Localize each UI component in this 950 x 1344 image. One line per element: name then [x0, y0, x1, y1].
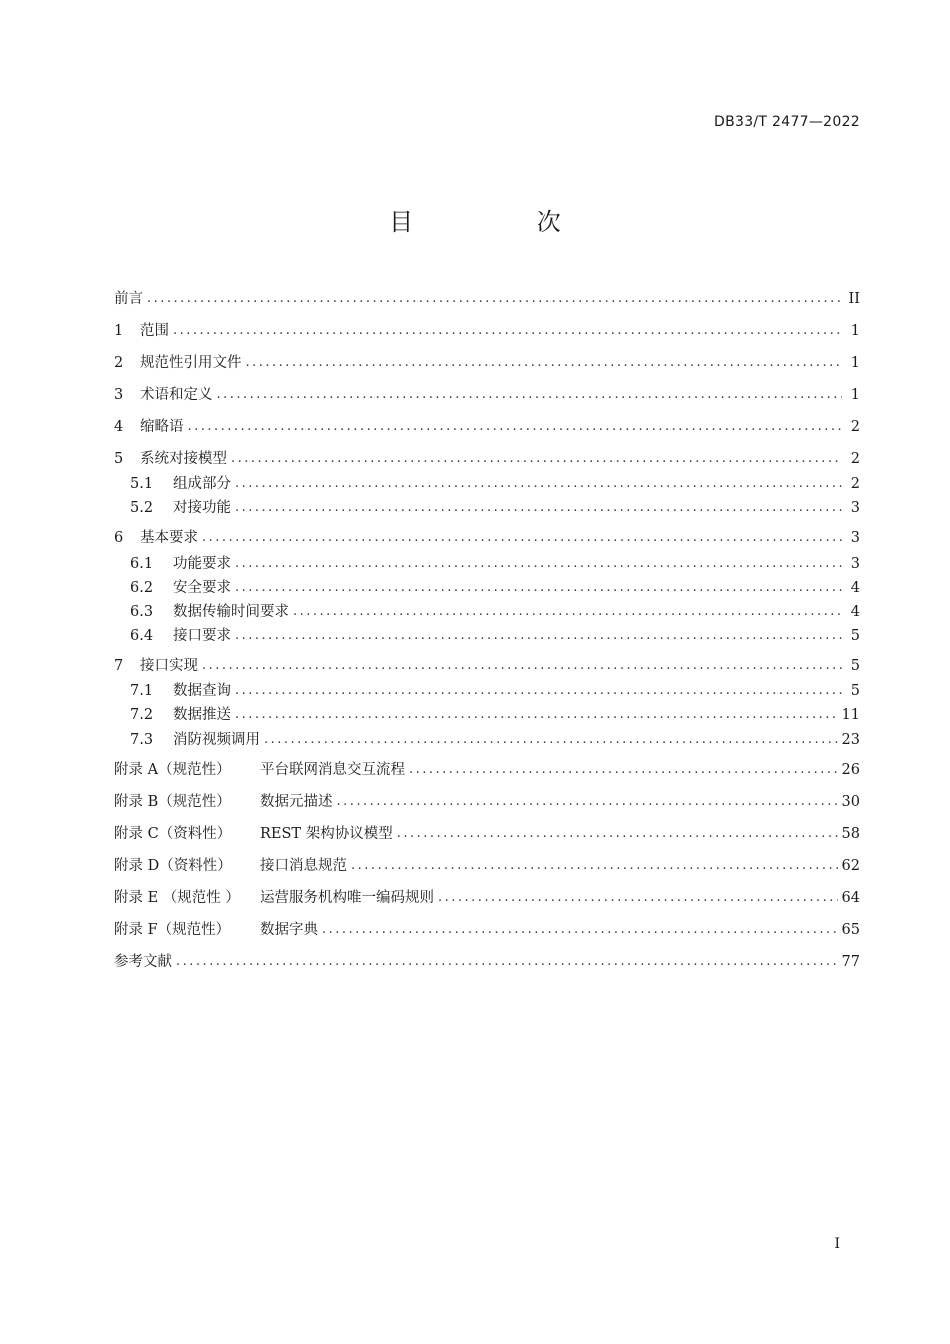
toc-leader	[217, 384, 843, 406]
toc-label: 前言	[114, 291, 143, 307]
toc-entry-5-2[interactable]	[130, 497, 860, 519]
toc-label: 范围	[140, 323, 169, 339]
toc-leader	[235, 497, 842, 519]
toc-page: 2	[850, 476, 860, 492]
toc-page: 3	[850, 500, 860, 516]
toc-label: 安全要求	[173, 580, 231, 596]
toc-number: 6.4	[130, 628, 154, 644]
toc-entry-5[interactable]	[114, 448, 860, 470]
toc-number: 3	[114, 387, 124, 403]
toc-label: 数据元描述	[260, 794, 333, 810]
toc-leader	[409, 759, 838, 781]
toc-number: 4	[114, 419, 124, 435]
toc-leader	[202, 527, 842, 549]
toc-page: 1	[850, 355, 860, 371]
toc-entry-7-2[interactable]	[130, 704, 860, 726]
toc-page: 4	[850, 580, 860, 596]
toc-page: II	[848, 291, 860, 307]
toc-label: 消防视频调用	[173, 732, 260, 748]
toc-entry-annex-d[interactable]	[114, 855, 860, 877]
toc-leader	[235, 553, 842, 575]
toc-number: 7.3	[130, 732, 154, 748]
toc-entry-7-3[interactable]	[130, 729, 860, 751]
toc-page: 62	[841, 858, 860, 874]
toc-label: 接口实现	[140, 658, 198, 674]
toc-number: 5.1	[130, 476, 154, 492]
toc-entry-2[interactable]	[114, 352, 860, 374]
toc-entry-annex-e[interactable]	[114, 887, 860, 909]
toc-page: 1	[850, 323, 860, 339]
toc-page: 4	[850, 604, 860, 620]
toc-page: 30	[841, 794, 860, 810]
toc-page: 11	[841, 707, 860, 723]
toc-leader	[322, 919, 838, 941]
toc-entry-6-1[interactable]	[130, 553, 860, 575]
toc-page: 1	[850, 387, 860, 403]
toc-leader	[147, 288, 842, 310]
toc-page: 5	[850, 628, 860, 644]
toc-entry-6-3[interactable]	[130, 601, 860, 623]
toc-page: 58	[841, 826, 860, 842]
toc-number: 6.3	[130, 604, 154, 620]
page-number: I	[834, 1236, 840, 1252]
toc-entry-references[interactable]	[114, 951, 860, 973]
toc-entry-3[interactable]	[114, 384, 860, 406]
toc-number: 7.2	[130, 707, 154, 723]
toc-number: 7.1	[130, 683, 154, 699]
toc-label: 数据推送	[173, 707, 231, 723]
toc-label: 对接功能	[173, 500, 231, 516]
toc-leader	[235, 473, 842, 495]
toc-number: 6.1	[130, 556, 154, 572]
toc-label: 数据字典	[260, 922, 318, 938]
toc-page: 23	[841, 732, 860, 748]
toc-number: 5	[114, 451, 124, 467]
toc-entry-6-2[interactable]	[130, 577, 860, 599]
toc-leader	[176, 951, 838, 973]
toc-leader	[337, 791, 838, 813]
toc-leader	[235, 704, 838, 726]
toc-number: 附录 A（规范性）	[114, 762, 231, 778]
toc-label: 接口要求	[173, 628, 231, 644]
toc-entry-7-1[interactable]	[130, 680, 860, 702]
toc-label: 接口消息规范	[260, 858, 347, 874]
toc-page: 65	[841, 922, 860, 938]
toc-entry-7[interactable]	[114, 655, 860, 677]
toc-label: 功能要求	[173, 556, 231, 572]
toc-leader	[235, 680, 842, 702]
toc-page: 2	[850, 451, 860, 467]
toc-number: 附录 F（规范性）	[114, 922, 231, 938]
toc-number: 5.2	[130, 500, 154, 516]
toc-entry-6-4[interactable]	[130, 625, 860, 647]
toc-leader	[293, 601, 842, 623]
toc-leader	[246, 352, 843, 374]
toc-leader	[231, 448, 842, 470]
toc-label: 规范性引用文件	[140, 355, 242, 371]
toc-entry-1[interactable]	[114, 320, 860, 342]
toc-page: 3	[850, 530, 860, 546]
toc-leader	[438, 887, 838, 909]
toc-page: 5	[850, 658, 860, 674]
toc-number: 2	[114, 355, 124, 371]
toc-page: 2	[850, 419, 860, 435]
toc-label: REST 架构协议模型	[260, 826, 393, 842]
toc-number: 1	[114, 323, 124, 339]
toc-number: 附录 E （规范性 ）	[114, 890, 240, 906]
toc-label: 缩略语	[140, 419, 184, 435]
toc-page: 5	[850, 683, 860, 699]
toc-entry-6[interactable]	[114, 527, 860, 549]
toc-entry-annex-f[interactable]	[114, 919, 860, 941]
toc-leader	[173, 320, 842, 342]
toc-leader	[235, 577, 842, 599]
toc-label: 运营服务机构唯一编码规则	[260, 890, 434, 906]
toc-entry-foreword[interactable]	[114, 288, 860, 310]
toc-label: 数据查询	[173, 683, 231, 699]
toc-number: 附录 D（资料性）	[114, 858, 232, 874]
toc-leader	[351, 855, 838, 877]
toc-leader	[188, 416, 843, 438]
toc-label: 系统对接模型	[140, 451, 227, 467]
toc-number: 附录 C（资料性）	[114, 826, 232, 842]
toc-leader	[264, 729, 838, 751]
toc-label: 平台联网消息交互流程	[260, 762, 405, 778]
toc-label: 基本要求	[140, 530, 198, 546]
page-title: 目 次	[389, 208, 619, 236]
toc-label: 数据传输时间要求	[173, 604, 289, 620]
toc-page: 3	[850, 556, 860, 572]
toc-leader	[235, 625, 842, 647]
toc-number: 6	[114, 530, 124, 546]
toc-page: 26	[841, 762, 860, 778]
toc-page: 64	[841, 890, 860, 906]
toc-entry-annex-c[interactable]	[114, 823, 860, 845]
toc-entry-5-1[interactable]	[130, 473, 860, 495]
doc-code: DB33/T 2477—2022	[714, 114, 860, 130]
toc-label: 参考文献	[114, 954, 172, 970]
toc-number: 附录 B（规范性）	[114, 794, 231, 810]
toc-label: 术语和定义	[140, 387, 213, 403]
toc-leader	[202, 655, 842, 677]
toc-number: 7	[114, 658, 124, 674]
toc-entry-annex-a[interactable]	[114, 759, 860, 781]
toc-entry-annex-b[interactable]	[114, 791, 860, 813]
toc-page: 77	[841, 954, 860, 970]
toc-entry-4[interactable]	[114, 416, 860, 438]
toc-label: 组成部分	[173, 476, 231, 492]
toc-leader	[397, 823, 838, 845]
toc-number: 6.2	[130, 580, 154, 596]
